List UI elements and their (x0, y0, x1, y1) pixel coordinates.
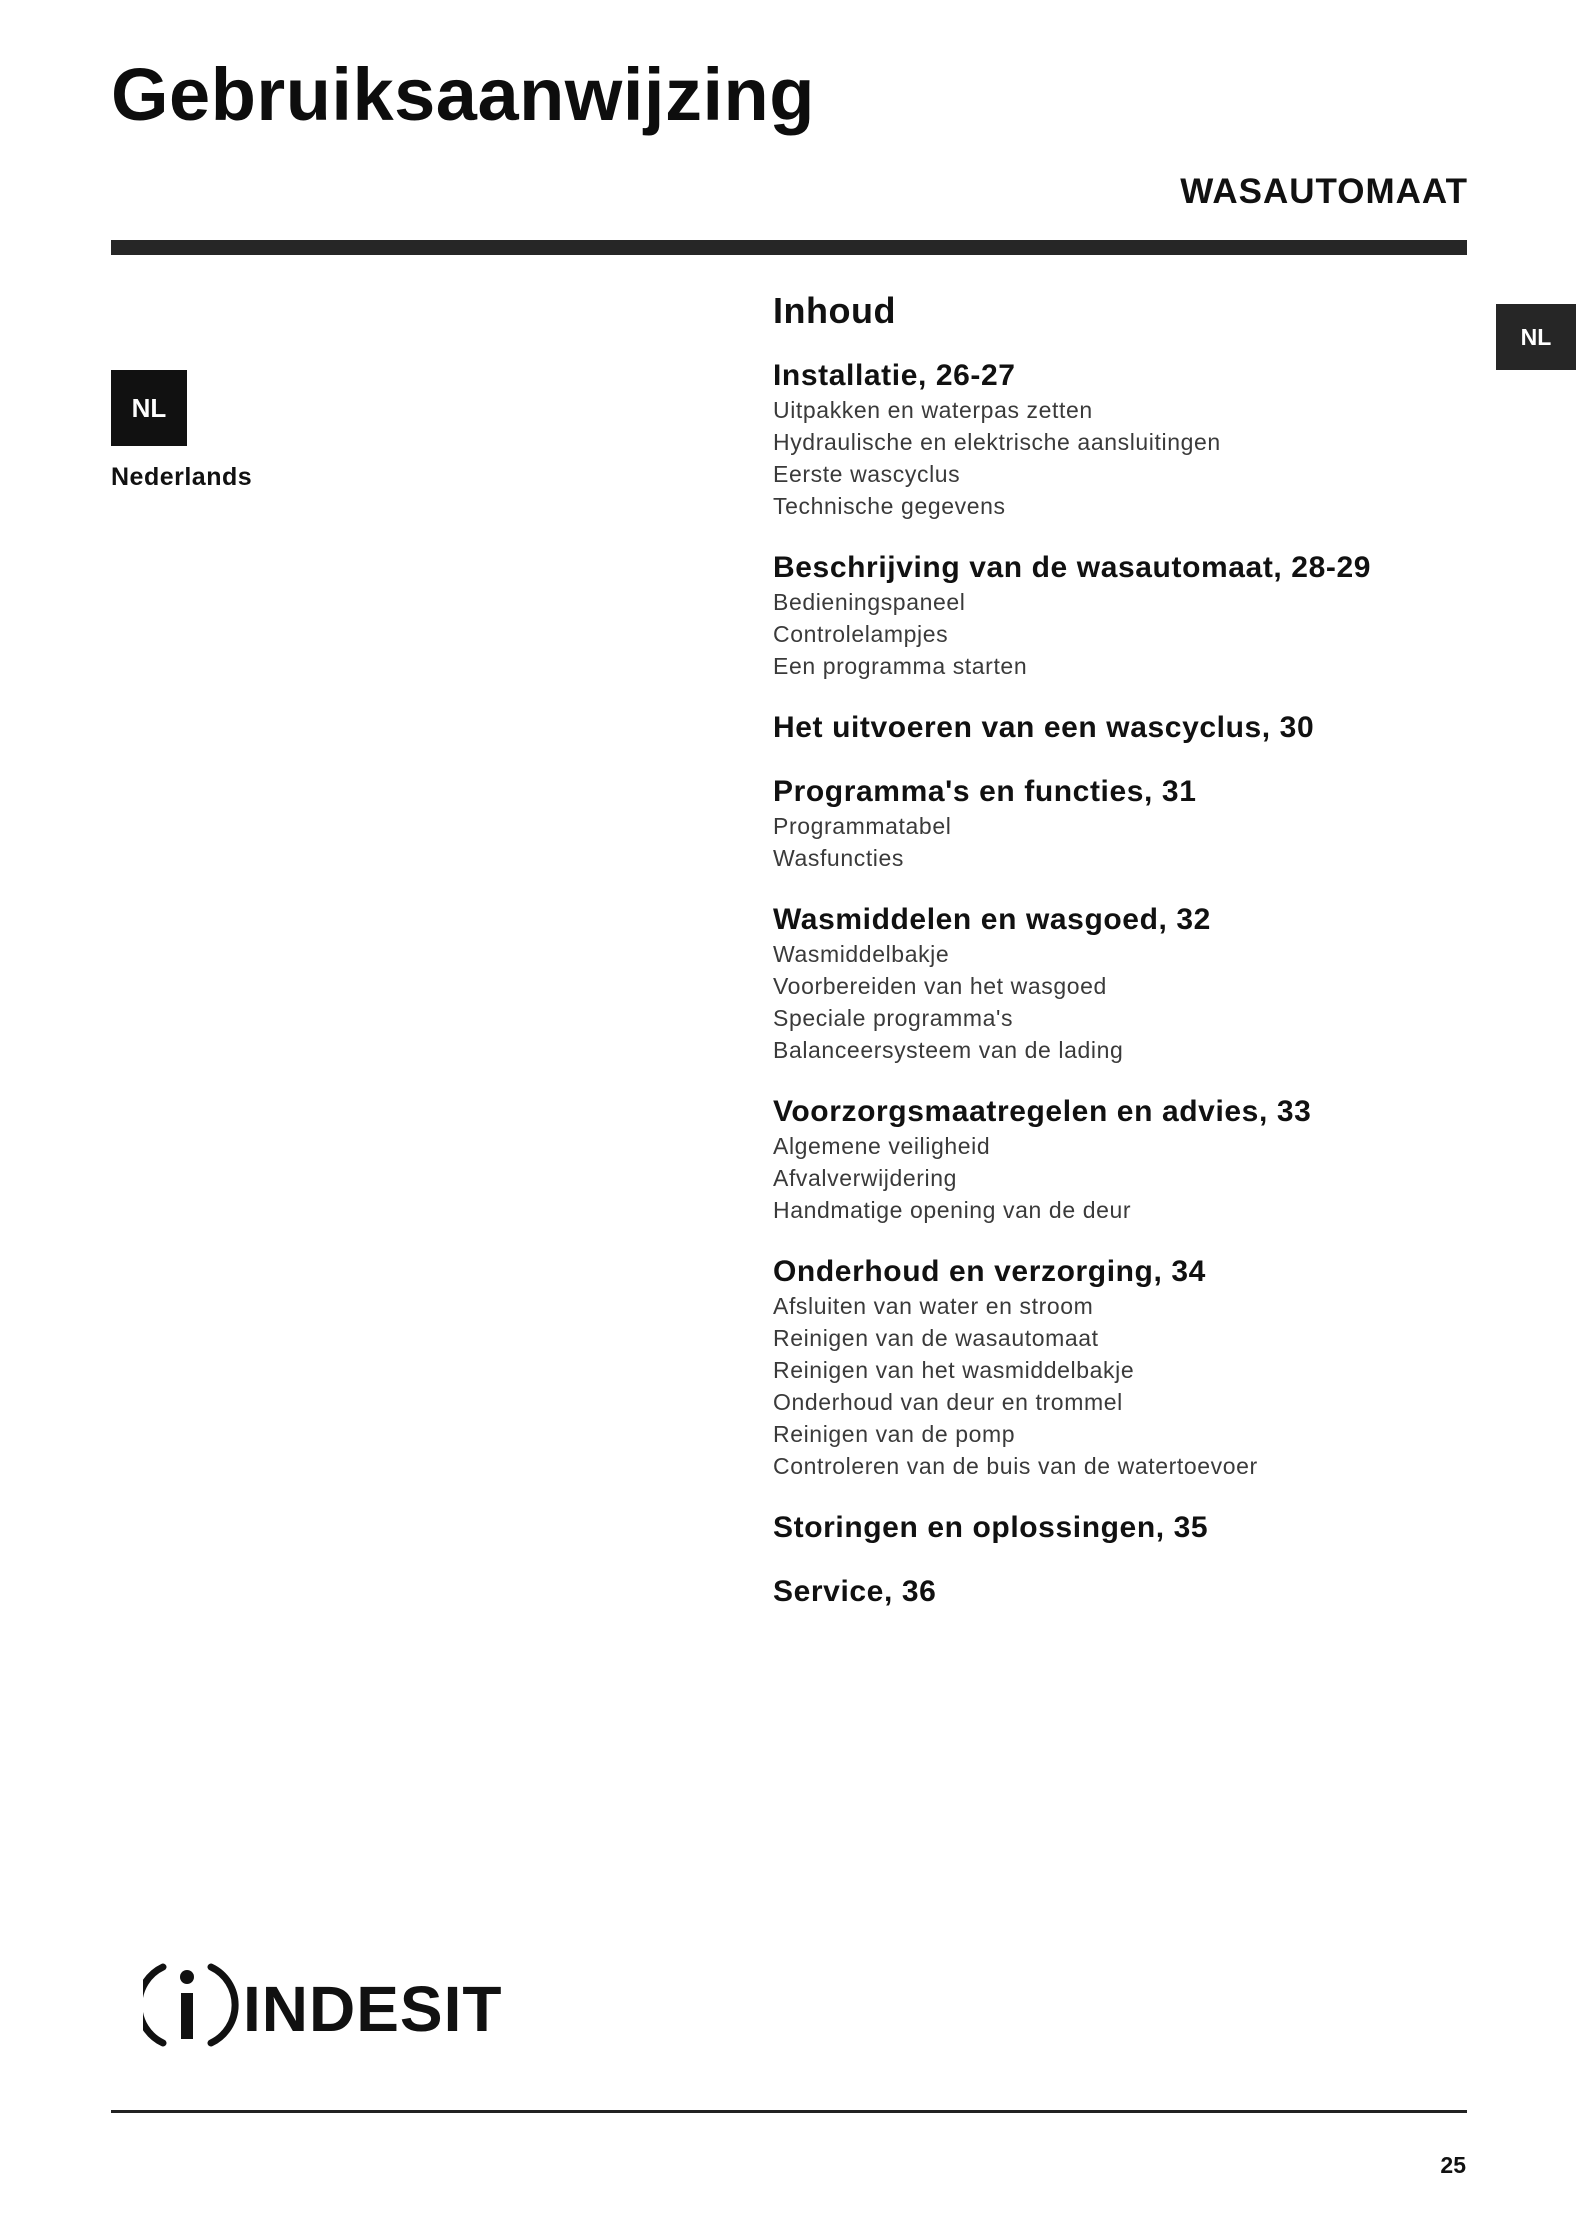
logo-text: INDESIT (243, 1973, 503, 2045)
language-edge-tab: NL (1496, 304, 1576, 370)
bottom-divider (111, 2110, 1467, 2113)
language-badge: NL (111, 370, 187, 446)
top-divider (111, 240, 1467, 255)
toc-section-title: Het uitvoeren van een wascyclus, 30 (773, 711, 1315, 744)
toc-subitem: Onderhoud van deur en trommel (773, 1389, 1123, 1415)
indesit-logo (143, 1955, 523, 2055)
toc-subitem: Algemene veiligheid (773, 1133, 991, 1159)
page-number: 25 (1440, 2152, 1466, 2178)
toc-section (773, 1254, 1473, 1482)
toc-section (773, 550, 1473, 682)
toc-section-title: Wasmiddelen en wasgoed, 32 (773, 903, 1211, 936)
toc-heading: Inhoud (773, 290, 896, 331)
toc-section-title: Onderhoud en verzorging, 34 (773, 1255, 1206, 1288)
toc-section-title: Programma's en functies, 31 (773, 775, 1197, 808)
toc-subitem: Reinigen van de pomp (773, 1421, 1016, 1447)
page-title: Gebruiksaanwijzing (111, 53, 815, 136)
toc-subitem: Wasmiddelbakje (773, 941, 950, 967)
toc-subitem: Reinigen van het wasmiddelbakje (773, 1357, 1135, 1383)
toc-subitem: Bedieningspaneel (773, 589, 966, 615)
toc-subitem: Balanceersysteem van de lading (773, 1037, 1124, 1063)
toc-subitem: Hydraulische en elektrische aansluitingen (773, 429, 1221, 455)
toc-section (773, 710, 1473, 746)
toc-section (773, 1510, 1473, 1546)
toc-section-title: Storingen en oplossingen, 35 (773, 1511, 1209, 1544)
language-name: Nederlands (111, 463, 253, 491)
toc-subitem: Een programma starten (773, 653, 1028, 679)
toc-section-title: Voorzorgsmaatregelen en advies, 33 (773, 1095, 1312, 1128)
toc-subitem: Technische gegevens (773, 493, 1006, 519)
toc-section-title: Installatie, 26-27 (773, 359, 1016, 392)
toc-section (773, 902, 1473, 1066)
toc-sections (773, 358, 1473, 1610)
toc-subitem: Controleren van de buis van de watertoevoer (773, 1453, 1258, 1479)
toc-section-title: Beschrijving van de wasautomaat, 28-29 (773, 551, 1372, 584)
toc-subitem: Handmatige opening van de deur (773, 1197, 1132, 1223)
toc-section (773, 774, 1473, 874)
toc-subitem: Uitpakken en waterpas zetten (773, 397, 1093, 423)
toc-subitem: Speciale programma's (773, 1005, 1014, 1031)
indesit-i-logo-icon (143, 1955, 523, 2055)
toc-subitem: Eerste wascyclus (773, 461, 961, 487)
toc-section-title: Service, 36 (773, 1575, 937, 1608)
toc-section (773, 358, 1473, 522)
table-of-contents (773, 290, 1473, 1638)
toc-subitem: Controlelampjes (773, 621, 949, 647)
toc-subitem: Reinigen van de wasautomaat (773, 1325, 1099, 1351)
product-type: WASAUTOMAAT (1180, 172, 1468, 211)
toc-subitem: Voorbereiden van het wasgoed (773, 973, 1107, 999)
toc-section (773, 1094, 1473, 1226)
toc-section (773, 1574, 1473, 1610)
toc-subitem: Afsluiten van water en stroom (773, 1293, 1094, 1319)
toc-subitem: Afvalverwijdering (773, 1165, 958, 1191)
toc-subitem: Programmatabel (773, 813, 952, 839)
toc-subitem: Wasfuncties (773, 845, 905, 871)
